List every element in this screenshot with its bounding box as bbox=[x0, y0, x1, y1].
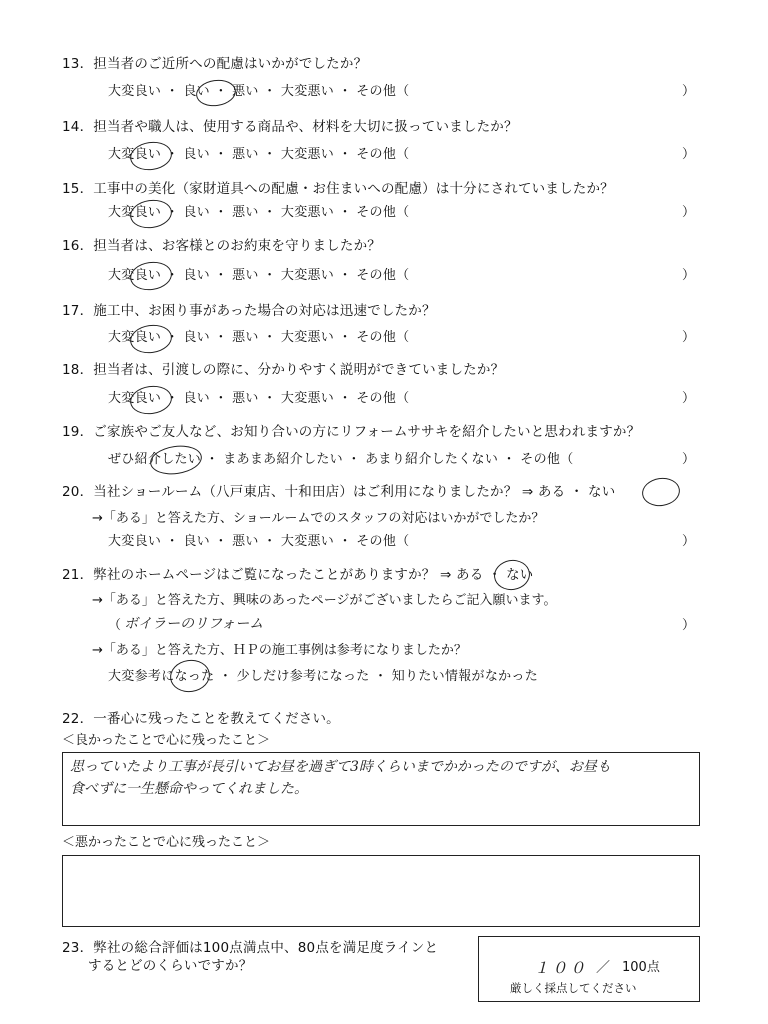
question-19: 19．ご家族やご友人など、お知り合いの方にリフォームササキを紹介したいと思われますか？ bbox=[62, 424, 641, 440]
options-13-close: ） bbox=[682, 84, 696, 99]
options-21: 大変参考になった ・ 少しだけ参考になった ・ 知りたい情報がなかった bbox=[108, 669, 539, 684]
question-20-sub: →「ある」と答えた方、ショールームでのスタッフの対応はいかがでしたか？ bbox=[92, 511, 545, 526]
question-23-line2: するとどのくらいですか？ bbox=[88, 958, 253, 974]
options-19-close: ） bbox=[682, 452, 696, 467]
options-17: 大変良い ・ 良い ・ 悪い ・ 大変悪い ・ その他（ bbox=[108, 330, 410, 345]
options-20-close: ） bbox=[682, 534, 696, 549]
answer-circle-18 bbox=[128, 383, 173, 417]
options-14: 大変良い ・ 良い ・ 悪い ・ 大変悪い ・ その他（ bbox=[108, 147, 410, 162]
good-comment-line2: 食べずに一生懸命やってくれました。 bbox=[70, 781, 308, 797]
question-21-sub1: →「ある」と答えた方、興味のあったページがございましたらご記入願います。 bbox=[92, 593, 557, 608]
answer-circle-21 bbox=[492, 558, 532, 593]
answer-circle-15 bbox=[128, 197, 173, 231]
question-23-line1: 23．弊社の総合評価は100点満点中、80点を満足度ラインと bbox=[62, 940, 439, 956]
options-15-close: ） bbox=[682, 205, 696, 220]
options-18-close: ） bbox=[682, 391, 696, 406]
options-15: 大変良い ・ 良い ・ 悪い ・ 大変悪い ・ その他（ bbox=[108, 205, 410, 220]
score-max: 100点 bbox=[622, 960, 660, 975]
answer-circle-13 bbox=[194, 77, 237, 108]
score-value: １００ bbox=[534, 959, 589, 977]
options-20: 大変良い ・ 良い ・ 悪い ・ 大変悪い ・ その他（ bbox=[108, 534, 410, 549]
question-14: 14．担当者や職人は、使用する商品や、材料を大切に扱っていましたか？ bbox=[62, 119, 518, 135]
bad-label: ＜悪かったことで心に残ったこと＞ bbox=[62, 835, 271, 850]
question-15: 15．工事中の美化（家財道具への配慮・お住まいへの配慮）は十分にされていましたか？ bbox=[62, 181, 614, 197]
options-17-close: ） bbox=[682, 330, 696, 345]
options-13: 大変良い ・ 良い ・ 悪い ・ 大変悪い ・ その他（ bbox=[108, 84, 410, 99]
answer-21-handwritten: ボイラーのリフォーム bbox=[124, 616, 264, 632]
options-16-close: ） bbox=[682, 268, 696, 283]
answer-circle-20 bbox=[640, 475, 682, 508]
question-13: 13．担当者のご近所への配慮はいかがでしたか？ bbox=[62, 56, 368, 72]
options-18: 大変良い ・ 良い ・ 悪い ・ 大変悪い ・ その他（ bbox=[108, 391, 410, 406]
options-19: ぜひ紹介したい ・ まあまあ紹介したい ・ あまり紹介したくない ・ その他（ bbox=[108, 452, 574, 467]
question-20: 20．当社ショールーム（八戸東店、十和田店）はご利用になりましたか？ ⇒ ある ・ ない bbox=[62, 484, 616, 500]
options-16: 大変良い ・ 良い ・ 悪い ・ 大変悪い ・ その他（ bbox=[108, 268, 410, 283]
good-comment-line1: 思っていたより工事が長引いてお昼を過ぎて3時くらいまでかかったのですが、お昼も bbox=[70, 759, 611, 775]
score-slash: ／ bbox=[596, 960, 610, 976]
answer-circle-21b bbox=[168, 657, 212, 694]
options-14-close: ） bbox=[682, 147, 696, 162]
question-18: 18．担当者は、引渡しの際に、分かりやすく説明ができていましたか？ bbox=[62, 362, 505, 378]
answer-21-open: （ bbox=[108, 618, 122, 633]
score-note: 厳しく採点してください bbox=[510, 981, 637, 995]
answer-circle-14 bbox=[128, 139, 173, 173]
answer-circle-16 bbox=[128, 259, 173, 293]
bad-comment-box bbox=[62, 855, 700, 927]
question-22: 22．一番心に残ったことを教えてください。 bbox=[62, 711, 340, 727]
good-label: ＜良かったことで心に残ったこと＞ bbox=[62, 733, 271, 748]
question-16: 16．担当者は、お客様とのお約束を守りましたか？ bbox=[62, 238, 381, 254]
question-21-sub2: →「ある」と答えた方、ＨＰの施工事例は参考になりましたか？ bbox=[92, 643, 467, 658]
answer-circle-17 bbox=[128, 322, 173, 356]
question-21: 21．弊社のホームページはご覧になったことがありますか？ ⇒ ある ・ ない bbox=[62, 567, 534, 583]
question-17: 17．施工中、お困り事があった場合の対応は迅速でしたか？ bbox=[62, 303, 436, 319]
answer-21-close: ） bbox=[682, 618, 696, 633]
answer-circle-19 bbox=[148, 443, 203, 478]
